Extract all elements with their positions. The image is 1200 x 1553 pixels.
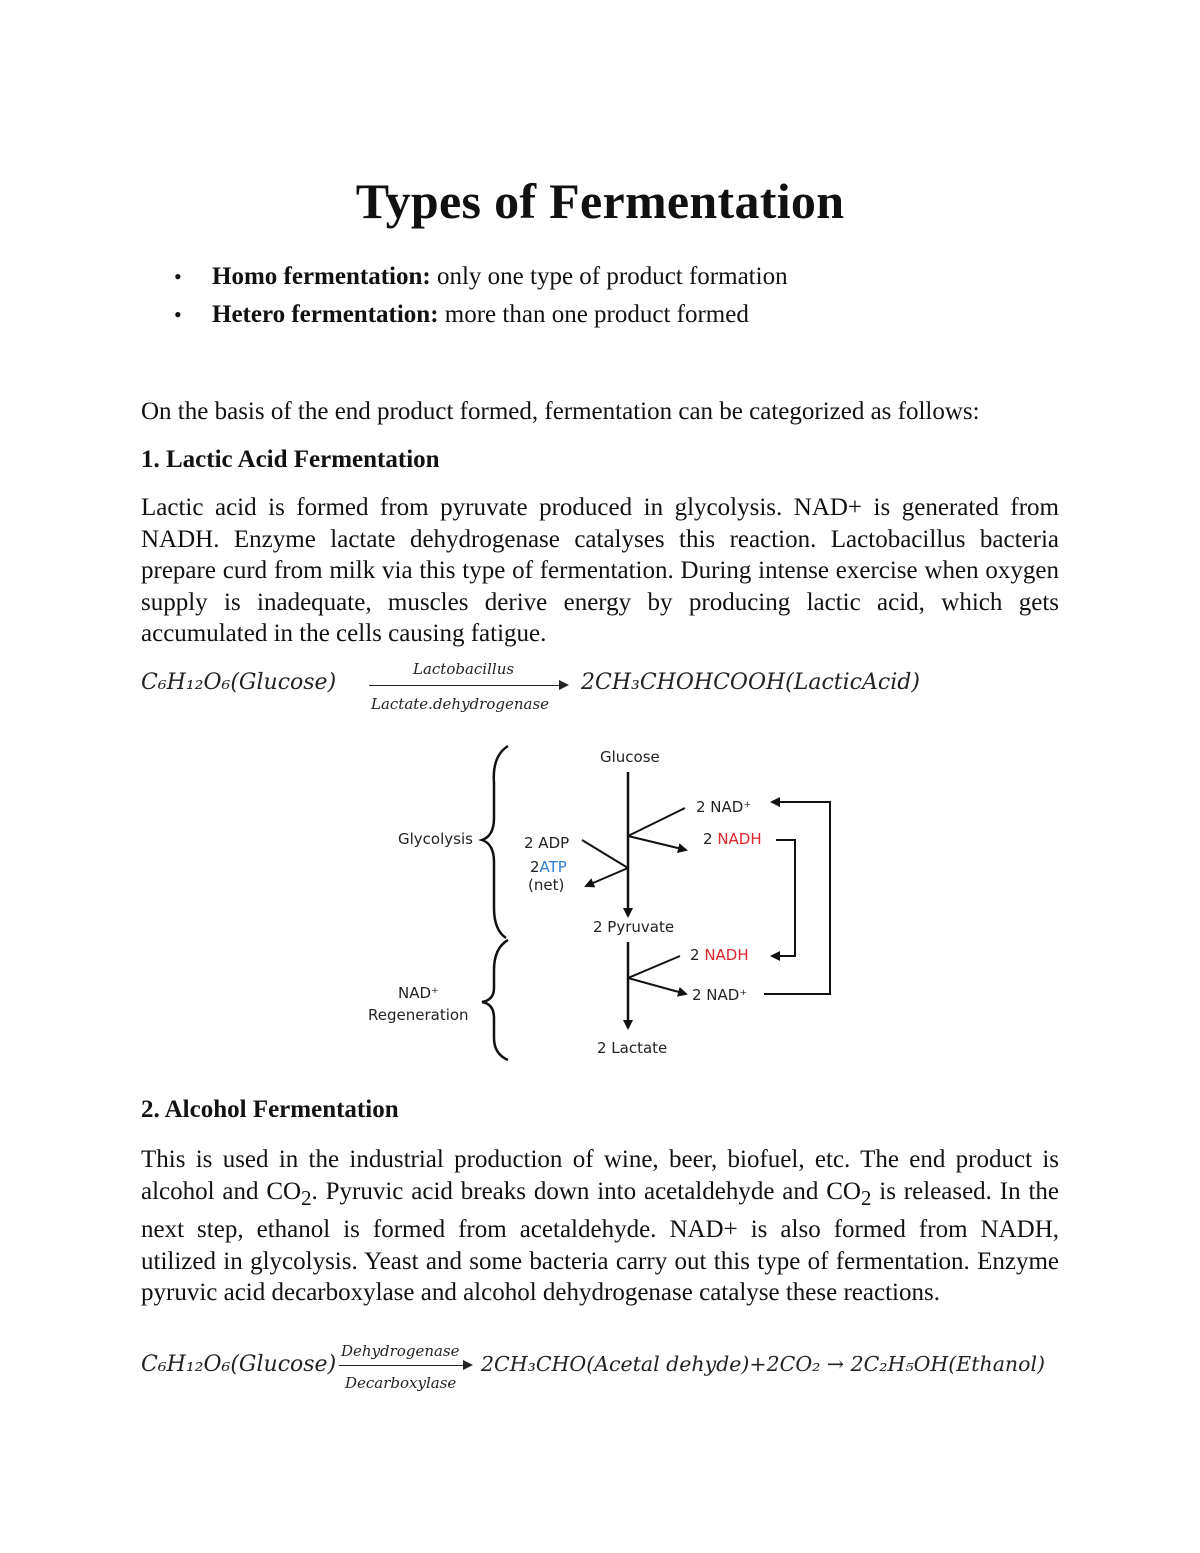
- nad-recycle-arrow: [764, 802, 830, 994]
- adp-in-line: [582, 840, 628, 868]
- equation-reactant: C₆H₁₂O₆(Glucose): [141, 1352, 337, 1377]
- equation-catalyst-below: Lactate.dehydrogenase: [371, 695, 550, 713]
- term-hetero: Hetero fermentation:: [212, 301, 439, 328]
- nad-regen-label: NAD⁺: [398, 984, 439, 1002]
- lactic-equation: [141, 660, 1071, 720]
- nad-bottom-label: 2 NAD⁺: [692, 986, 748, 1004]
- desc-homo: only one type of product formation: [430, 263, 788, 290]
- section-heading-lactic: 1. Lactic Acid Fermentation: [141, 446, 440, 473]
- nad-plus-top-label: 2 NAD⁺: [696, 798, 752, 816]
- lactate-label: 2 Lactate: [597, 1039, 668, 1057]
- atp-out-arrow: [586, 868, 628, 886]
- atp-label: 2ATP: [530, 858, 567, 876]
- alcohol-equation: [141, 1340, 1071, 1400]
- net-label: (net): [528, 876, 565, 894]
- nadh-in-line: [628, 956, 680, 978]
- equation-product: 2CH₃CHO(Acetal dehyde)+2CO₂ → 2C₂H₅OH(Ethanol): [481, 1352, 1046, 1376]
- equation-reactant: C₆H₁₂O₆(Glucose): [141, 670, 337, 695]
- glycolysis-brace: [482, 746, 508, 938]
- nadh-bottom-label: 2 NADH: [690, 946, 749, 964]
- lactic-paragraph: Lactic acid is formed from pyruvate produced in glycolysis. NAD+ is generated from NADH. Enzyme lactate dehydrogenase catalyses this reaction. Lactobacillus bacteria prepare curd from milk via this type of fermentation. During intense exercise when oxygen supply is inadequate, muscles derive energy by producing lactic acid, which gets accumulated in the cells causing fatigue.: [141, 494, 1059, 647]
- list-item: [212, 258, 788, 296]
- list-item: [212, 296, 788, 334]
- section-heading-alcohol: 2. Alcohol Fermentation: [141, 1096, 399, 1123]
- equation-catalyst-above: Dehydrogenase: [341, 1342, 460, 1360]
- pyruvate-label: 2 Pyruvate: [593, 918, 675, 936]
- regeneration-label: Regeneration: [368, 1006, 469, 1024]
- equation-product: 2CH₃CHOHCOOH(LacticAcid): [581, 670, 920, 695]
- nad-in-line: [628, 808, 685, 836]
- glycolysis-label: Glycolysis: [398, 830, 473, 848]
- nadh-recycle-arrow: [772, 840, 795, 956]
- term-homo: Homo fermentation:: [212, 263, 431, 290]
- reaction-arrow: [339, 1365, 471, 1366]
- lactic-fermentation-diagram: [360, 738, 840, 1068]
- equation-catalyst-above: Lactobacillus: [413, 660, 515, 678]
- desc-hetero: more than one product formed: [438, 301, 749, 328]
- regeneration-brace: [482, 940, 508, 1060]
- page-title: Types of Fermentation: [355, 173, 845, 229]
- glucose-label: Glucose: [600, 748, 660, 766]
- alcohol-paragraph: This is used in the industrial production of wine, beer, biofuel, etc. The end product is alcohol and $CO_2$. Pyruvic acid breaks down into acetaldehyde and $CO_2$ is released. In the next step, ethanol is formed from acetaldehyde. NAD+ is also formed from NADH, utilized in glycolysis. Yeast and some bacteria carry out this type of fermentation. Enzyme pyruvic acid decarboxylase and alcohol dehydrogenase catalyse these reactions.: [141, 1146, 1059, 1306]
- reaction-arrow: [369, 685, 567, 686]
- intro-paragraph: On the basis of the end product formed, fermentation can be categorized as follows:: [141, 398, 980, 425]
- adp-label: 2 ADP: [524, 834, 570, 852]
- equation-catalyst-below: Decarboxylase: [345, 1374, 457, 1392]
- nadh-top-label: 2 NADH: [703, 830, 762, 848]
- fermentation-types-list: [170, 258, 788, 334]
- nad-out-arrow: [628, 978, 686, 994]
- nadh-out-arrow: [628, 836, 686, 850]
